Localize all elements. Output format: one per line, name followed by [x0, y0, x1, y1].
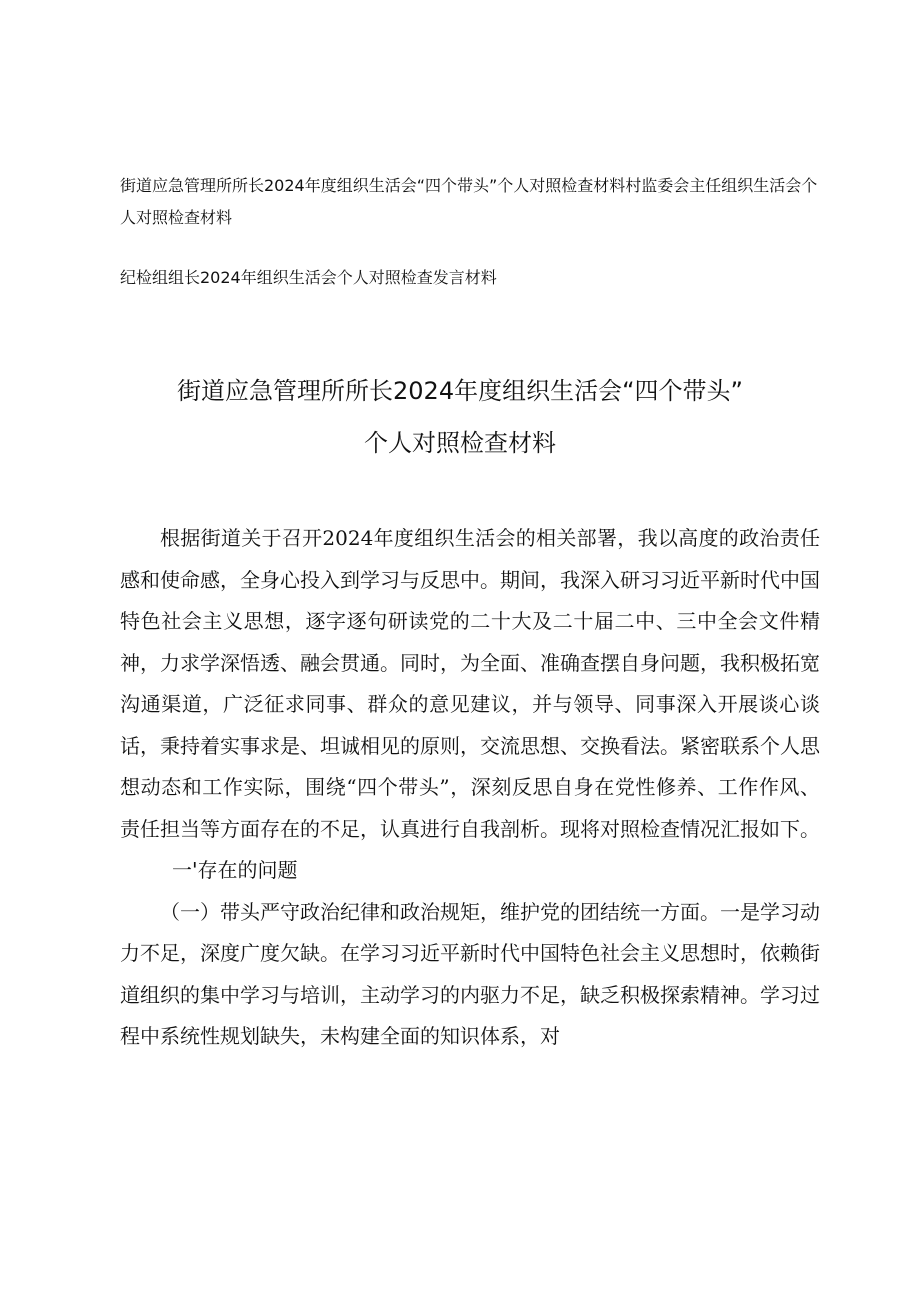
title-line-2: 个人对照检查材料	[364, 429, 556, 457]
toc-entry-1: 街道应急管理所所长2024年度组织生活会“四个带头”个人对照检查材料村监委会主任组织生活会个人对照检查材料	[120, 176, 818, 227]
document-title	[100, 365, 820, 469]
section-1-paragraph: （一）带头严守政治纪律和政治规矩，维护党的团结统一方面。一是学习动力不足，深度广度欠缺。在学习习近平新时代中国特色社会主义思想时，依赖街道组织的集中学习与培训，主动学习的内驱力不足，缺乏积极探索精神。学习过程中系统性规划缺失，未构建全面的知识体系，对	[120, 899, 820, 1048]
title-line-1: 街道应急管理所所长2024年度组织生活会“四个带头”	[177, 377, 743, 405]
table-of-contents	[120, 170, 820, 294]
document-body	[120, 518, 820, 1058]
intro-paragraph: 根据街道关于召开2024年度组织生活会的相关部署，我以高度的政治责任感和使命感，全身心投入到学习与反思中。期间，我深入研习习近平新时代中国特色社会主义思想，逐字逐句研读党的二十大及二十届二中、三中全会文件精神，力求学深悟透、融会贯通。同时，为全面、准确查摆自身问题，我积极拓宽沟通渠道，广泛征求同事、群众的意见建议，并与领导、同事深入开展谈心谈话，秉持着实事求是、坦诚相见的原则，交流思想、交换看法。紧密联系个人思想动态和工作实际，围绕“四个带头”，深刻反思自身在党性修养、工作作风、责任担当等方面存在的不足，认真进行自我剖析。现将对照检查情况汇报如下。	[120, 526, 820, 841]
section-heading-1: 一'存在的问题	[172, 858, 298, 882]
toc-entry-2: 纪检组组长2024年组织生活会个人对照检查发言材料	[120, 268, 497, 287]
